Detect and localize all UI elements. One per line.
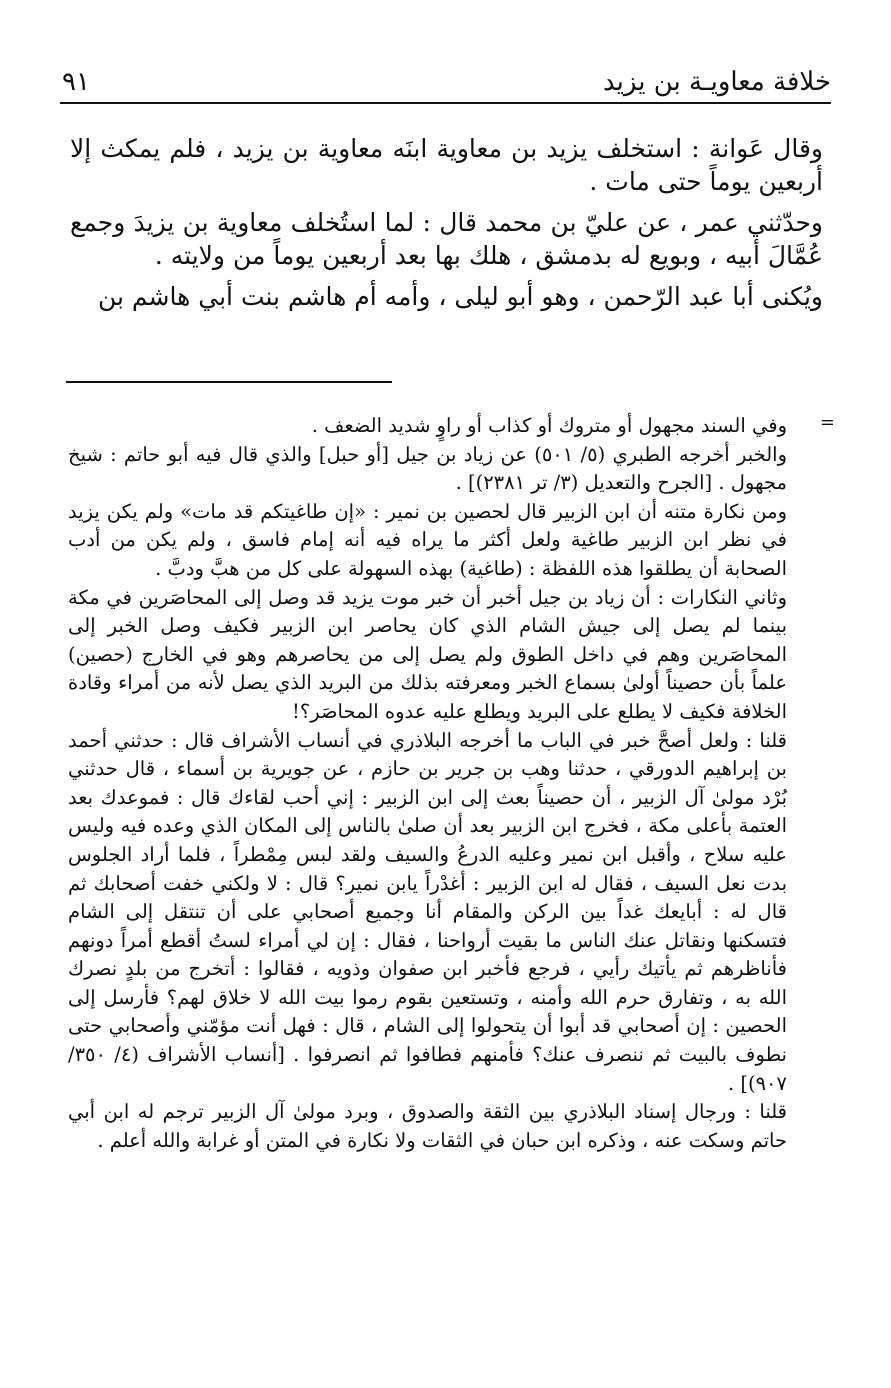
- footnotes: [68, 412, 787, 1155]
- footnote-paragraph: والخبر أخرجه الطبري (٥/ ٥٠١) عن زياد بن جيل [أو حبل] والذي قال فيه أبو حاتم : شيخ مجهول . [الجرح والتعديل (٣/ تر ٢٣٨١)] .: [68, 442, 787, 495]
- main-text: [70, 132, 823, 321]
- running-title: خلافة معاويـة بن يزيد: [603, 67, 831, 97]
- footnote-separator: [66, 381, 392, 383]
- footnote-paragraph: قلنا : ورجال إسناد البلاذري بين الثقة والصدوق ، وبرد مولىٰ آل الزبير ترجم له ابن أبي حاتم وسكت عنه ، وذكره ابن حبان في الثقات ولا نكارة في المتن أو غرابة والله أعلم .: [68, 1100, 787, 1152]
- page-number: ٩١: [62, 67, 90, 97]
- footnote-paragraph: قلنا : ولعل أصحَّ خبر في الباب ما أخرجه البلاذري في أنساب الأشراف قال : حدثني أحمد بن إبراهيم الدورقي ، حدثنا وهب بن جرير بن حازم ، عن جويرية بن أسماء ، قال حدثني بُرْد مولىٰ آل الزبير ، أن حصيناً بعث إلى ابن الزبير : إني أحب لقاءك قال : فموعدك بعد العتمة بأعلى مكة ، فخرج ابن الزبير بعد أن صلىٰ بالناس إلى المكان الذي وعده فيه وليس عليه سلاح ، وأقبل ابن نمير وعليه الدرعُ والسيف ولقد لبس مِمْطراً ، فلما أراد الجلوس بدت نعل السيف ، فقال له ابن الزبير : أغدْراً يابن نمير؟ قال : لا ولكني خفت أصحابك ثم قال له : أبايعك غداً بين الركن والمقام أنا وجميع أصحابي على أن تنتقل إلى الشام فتسكنها ونقاتل عنك الناس ما بقيت أرواحنا ، فقال : إن لي أمراء لستُ أقطع أمراً دونهم فأناظرهم ثم يأتيك رأيي ، فرجع فأخبر ابن صفوان وذويه ، فقالوا : أتخرج من بلدٍ نصرك الله به ، وتفارق حرم الله وأمنه ، وتستعين بقوم رموا بيت الله لا خلاق لهم؟ فأرسل إلى الحصين : إن أصحابي قد أبوا أن يتحولوا إلى الشام ، قال : فهل أنت مؤمّني وأصحابي حتى نطوف بالبيت ثم ننصرف عنك؟ فأمنهم فطافوا ثم انصرفوا . [أنساب الأشراف (٤/ ٣٥٠/ ٩٠٧)] .: [68, 728, 788, 1095]
- main-paragraph: ويُكنى أبا عبد الرّحمن ، وهو أبو ليلى ، وأمه أم هاشم بنت أبي هاشم بن: [97, 282, 823, 311]
- main-paragraph: وقال عَوانة : استخلف يزيد بن معاوية ابنَه معاوية بن يزيد ، فلم يمكث إلا أربعين يوماً حتى مات .: [70, 134, 823, 196]
- page-header: [60, 62, 831, 104]
- footnote-paragraph: وفي السند مجهول أو متروك أو كذاب أو راوٍ شديد الضعف .: [311, 414, 787, 437]
- main-paragraph: وحدّثني عمر ، عن عليّ بن محمد قال : لما استُخلف معاوية بن يزيدَ وجمع عُمَّالَ أبيه ، وبويع له بدمشق ، هلك بها بعد أربعين يوماً من ولايته .: [70, 208, 823, 270]
- footnote-paragraph: وثاني النكارات : أن زياد بن جيل أخبر أن خبر موت يزيد قد وصل إلى المحاصَرين في مكة بينما لم يصل إلى جيش الشام الذي كان يحاصر ابن الزبير فكيف وصل الخبر إلى المحاصَرين وهم في داخل الطوق ولم يصل إلى من يحاصرهم وهو في الخارج (حصين) علماً بأن حصيناً أولىٰ بسماع الخبر ومعرفته بذلك من البريد الذي يصل لأنه من أمراء وقادة الخلافة فكيف لا يطلع على البريد ويطلع عليه عدوه المحاصَر؟!: [68, 585, 787, 723]
- footnote-paragraph: ومن نكارة متنه أن ابن الزبير قال لحصين بن نمير : «إن طاغيتكم قد مات» ولم يكن يزيد في نظر ابن الزبير طاغية ولعل أكثر ما يراه فيه أنه إمام فاسق ، ولم يكن من أدب الصحابة أن يطلقوا هذه اللفظة : (طاغية) بهذه السهولة على كل من هبَّ ودبَّ .: [68, 499, 787, 580]
- footnote-continuation-marker: =: [819, 412, 835, 433]
